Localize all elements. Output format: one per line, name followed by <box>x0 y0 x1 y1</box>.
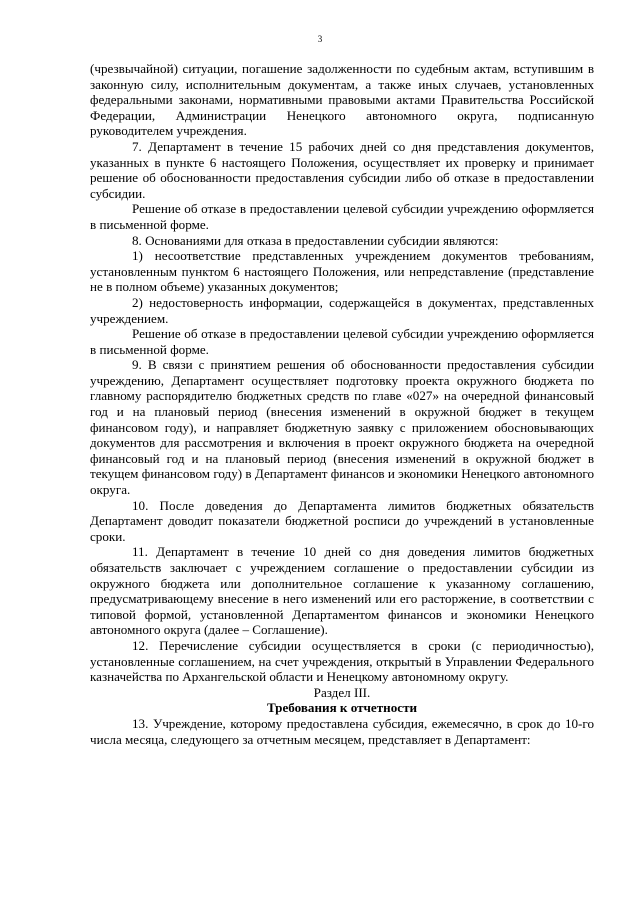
section-number: Раздел III. <box>313 684 371 700</box>
paragraph: 13. Учреждение, которому предоставлена субсидия, ежемесячно, в срок до 10-го числа месяца, следующего за отчетным месяцем, представляет в Департамент: <box>90 715 594 747</box>
paragraph: 7. Департамент в течение 15 рабочих дней со дня представления документов, указанных в пункте 6 настоящего Положения, осуществляет их проверку и принимает решение об обоснованности предоставления субсидии либо об отказе в предоставлении субсидии. <box>90 138 594 201</box>
paragraph: (чрезвычайной) ситуации, погашение задолженности по судебным актам, вступившим в законную силу, исполнительным документам, а также иных случаев, установленных федеральными законами, нормативными правовыми актами Правительства Российской Федерации, Администрации Ненецкого автономного округа, подписанную руководителем учреждения. <box>90 61 594 139</box>
paragraph: 9. В связи с принятием решения об обоснованности предоставления субсидии учреждению, Департамент осуществляет подготовку проекта окружного бюджета по главному распорядителю бюджетных средств по главе «027» на очередной финансовый год и на плановый период (внесения изменений в окружной бюджет в текущем финансовом году), и направляет бюджетную заявку с приложением обосновывающих документов для рассмотрения и включения в проект окружного бюджета на очередной финансовый год и на плановый период (внесения изменений в окружной бюджет в текущем финансовом году) в Департамент финансов и экономики Ненецкого автономного округа. <box>90 357 594 498</box>
paragraph: 12. Перечисление субсидии осуществляется в сроки (с периодичностью), установленные соглашением, на счет учреждения, открытый в Управлении Федерального казначейства по Архангельской области и Ненецкому автономному округу. <box>90 637 594 685</box>
paragraph: Решение об отказе в предоставлении целевой субсидии учреждению оформляется в письменной форме. <box>90 326 594 357</box>
paragraph: 8. Основаниями для отказа в предоставлении субсидии являются: <box>132 232 499 248</box>
paragraphs-part2 <box>90 716 594 747</box>
page-number: 3 <box>317 34 323 44</box>
section-title: Требования к отчетности <box>266 700 418 716</box>
paragraph: 10. После доведения до Департамента лимитов бюджетных обязательств Департамент доводит показатели бюджетной росписи до учреждений в установленные сроки. <box>90 497 594 544</box>
paragraph: Решение об отказе в предоставлении целевой субсидии учреждению оформляется в письменной форме. <box>90 201 594 232</box>
paragraph: 2) недостоверность информации, содержащейся в документах, представленных учреждением. <box>90 294 594 326</box>
paragraphs-part1 <box>90 61 594 685</box>
paragraph: 1) несоответствие представленных учреждением документов требованиям, установленным пунктом 6 настоящего Положения, или непредставление (представление не в полном объеме) указанных документов; <box>90 248 594 295</box>
document-body <box>90 61 594 747</box>
paragraph: 11. Департамент в течение 10 дней со дня доведения лимитов бюджетных обязательств заключает с учреждением соглашение о предоставлении субсидии из окружного бюджета или дополнительное соглашение к указанному соглашению, предусматривающему внесение в него изменений или его расторжение, в соответствии с типовой формой, установленной Департаментом финансов и экономики Ненецкого автономного округа (далее – Соглашение). <box>90 544 594 638</box>
